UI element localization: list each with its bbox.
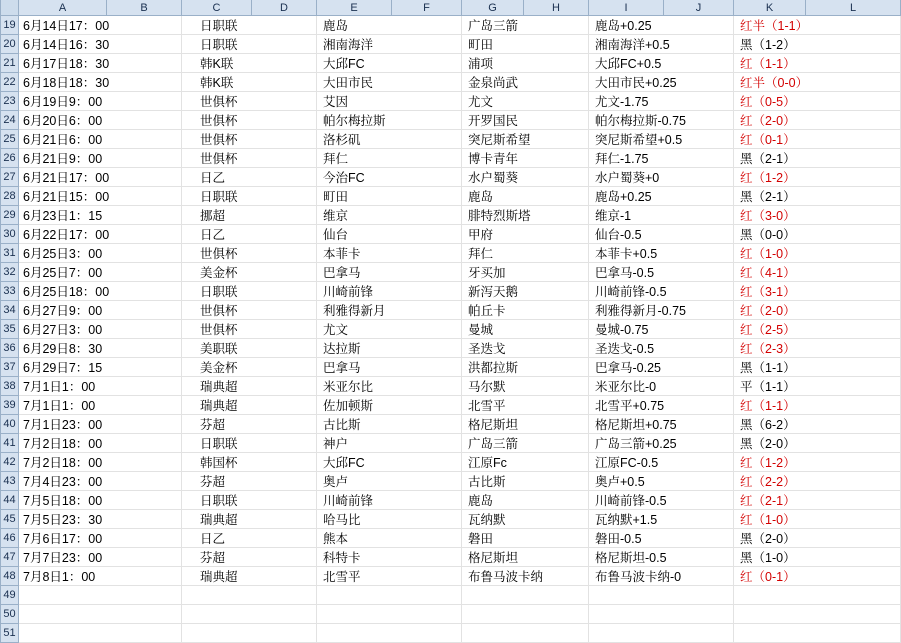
- cell-handicap-pick[interactable]: 江原FC-0.5: [589, 453, 734, 472]
- cell-league[interactable]: 美职联: [182, 339, 317, 358]
- cell-away-team[interactable]: 圣迭戈: [462, 339, 589, 358]
- cell-home-team[interactable]: 川崎前锋: [317, 282, 462, 301]
- cell-result[interactable]: 平（1-1）: [734, 377, 901, 396]
- column-header-k[interactable]: K: [734, 0, 806, 16]
- cell-league[interactable]: 芬超: [182, 415, 317, 434]
- cell-handicap-pick[interactable]: 巴拿马-0.25: [589, 358, 734, 377]
- cell-home-team[interactable]: 川崎前锋: [317, 491, 462, 510]
- cell-league[interactable]: 日职联: [182, 282, 317, 301]
- column-header-b[interactable]: B: [107, 0, 182, 16]
- row-header[interactable]: 37: [1, 358, 19, 377]
- cell-handicap-pick[interactable]: 湘南海洋+0.5: [589, 35, 734, 54]
- cell-away-team[interactable]: 新泻天鹅: [462, 282, 589, 301]
- cell-result[interactable]: 红（2-2）: [734, 472, 901, 491]
- cell-handicap-pick[interactable]: 仙台-0.5: [589, 225, 734, 244]
- cell-away-team[interactable]: 鹿岛: [462, 491, 589, 510]
- cell-home-team[interactable]: 熊本: [317, 529, 462, 548]
- column-header-f[interactable]: F: [392, 0, 462, 16]
- cell-home-team[interactable]: 米亚尔比: [317, 377, 462, 396]
- cell-away-team[interactable]: 马尔默: [462, 377, 589, 396]
- cell-result[interactable]: [734, 605, 901, 624]
- cell-match-time[interactable]: 6月20日6：00: [19, 111, 182, 130]
- cell-away-team[interactable]: 腓特烈斯塔: [462, 206, 589, 225]
- cell-result[interactable]: 红（1-1）: [734, 396, 901, 415]
- table-row[interactable]: [1, 396, 901, 415]
- table-row[interactable]: [1, 358, 901, 377]
- row-header[interactable]: 45: [1, 510, 19, 529]
- cell-home-team[interactable]: 本菲卡: [317, 244, 462, 263]
- cell-home-team[interactable]: 湘南海洋: [317, 35, 462, 54]
- column-header-l[interactable]: L: [806, 0, 901, 16]
- cell-handicap-pick[interactable]: 川崎前锋-0.5: [589, 491, 734, 510]
- cell-match-time[interactable]: 6月29日7：15: [19, 358, 182, 377]
- cell-result[interactable]: 红（3-1）: [734, 282, 901, 301]
- cell-match-time[interactable]: 6月25日7：00: [19, 263, 182, 282]
- cell-match-time[interactable]: [19, 624, 182, 643]
- cell-league[interactable]: [182, 605, 317, 624]
- row-header[interactable]: 33: [1, 282, 19, 301]
- cell-away-team[interactable]: 尤文: [462, 92, 589, 111]
- table-row[interactable]: [1, 453, 901, 472]
- cell-league[interactable]: 日职联: [182, 434, 317, 453]
- cell-league[interactable]: 日乙: [182, 225, 317, 244]
- cell-league[interactable]: 日职联: [182, 35, 317, 54]
- cell-handicap-pick[interactable]: 拜仁-1.75: [589, 149, 734, 168]
- cell-handicap-pick[interactable]: 川崎前锋-0.5: [589, 282, 734, 301]
- row-header[interactable]: 28: [1, 187, 19, 206]
- cell-league[interactable]: 世俱杯: [182, 301, 317, 320]
- table-row[interactable]: [1, 491, 901, 510]
- cell-league[interactable]: 瑞典超: [182, 396, 317, 415]
- column-header-row[interactable]: [1, 0, 901, 16]
- cell-league[interactable]: 世俱杯: [182, 92, 317, 111]
- row-header[interactable]: 32: [1, 263, 19, 282]
- table-row[interactable]: [1, 472, 901, 491]
- cell-league[interactable]: [182, 586, 317, 605]
- cell-handicap-pick[interactable]: 广岛三箭+0.25: [589, 434, 734, 453]
- table-row[interactable]: [1, 130, 901, 149]
- cell-home-team[interactable]: 拜仁: [317, 149, 462, 168]
- cell-league[interactable]: 日乙: [182, 168, 317, 187]
- cell-away-team[interactable]: [462, 586, 589, 605]
- cell-match-time[interactable]: 6月18日18：30: [19, 73, 182, 92]
- row-header[interactable]: 34: [1, 301, 19, 320]
- row-header[interactable]: 20: [1, 35, 19, 54]
- cell-league[interactable]: 美金杯: [182, 263, 317, 282]
- cell-handicap-pick[interactable]: 维京-1: [589, 206, 734, 225]
- cell-handicap-pick[interactable]: 曼城-0.75: [589, 320, 734, 339]
- cell-home-team[interactable]: 鹿岛: [317, 16, 462, 35]
- table-row[interactable]: [1, 225, 901, 244]
- cell-home-team[interactable]: 艾因: [317, 92, 462, 111]
- row-header[interactable]: 43: [1, 472, 19, 491]
- cell-result[interactable]: 红（1-1）: [734, 54, 901, 73]
- cell-home-team[interactable]: 今治FC: [317, 168, 462, 187]
- cell-league[interactable]: 瑞典超: [182, 377, 317, 396]
- row-header[interactable]: 26: [1, 149, 19, 168]
- row-header[interactable]: 23: [1, 92, 19, 111]
- cell-result[interactable]: 黑（6-2）: [734, 415, 901, 434]
- row-header[interactable]: 49: [1, 586, 19, 605]
- table-row[interactable]: [1, 434, 901, 453]
- cell-match-time[interactable]: 7月1日23：00: [19, 415, 182, 434]
- cell-league[interactable]: 世俱杯: [182, 244, 317, 263]
- cell-handicap-pick[interactable]: [589, 624, 734, 643]
- table-row[interactable]: [1, 168, 901, 187]
- row-header[interactable]: 51: [1, 624, 19, 643]
- cell-match-time[interactable]: 7月2日18：00: [19, 453, 182, 472]
- cell-match-time[interactable]: 6月21日17：00: [19, 168, 182, 187]
- column-header-e[interactable]: E: [317, 0, 392, 16]
- row-header[interactable]: 31: [1, 244, 19, 263]
- cell-handicap-pick[interactable]: 帕尔梅拉斯-0.75: [589, 111, 734, 130]
- cell-away-team[interactable]: 瓦纳默: [462, 510, 589, 529]
- cell-league[interactable]: 瑞典超: [182, 567, 317, 586]
- row-header[interactable]: 48: [1, 567, 19, 586]
- cell-handicap-pick[interactable]: 布鲁马波卡纳-0: [589, 567, 734, 586]
- cell-match-time[interactable]: 7月6日17：00: [19, 529, 182, 548]
- table-row[interactable]: [1, 111, 901, 130]
- row-header[interactable]: 38: [1, 377, 19, 396]
- cell-league[interactable]: 挪超: [182, 206, 317, 225]
- cell-home-team[interactable]: 尤文: [317, 320, 462, 339]
- cell-match-time[interactable]: 6月14日17：00: [19, 16, 182, 35]
- cell-away-team[interactable]: 浦项: [462, 54, 589, 73]
- table-row[interactable]: [1, 339, 901, 358]
- cell-result[interactable]: 红（1-0）: [734, 510, 901, 529]
- table-row[interactable]: [1, 567, 901, 586]
- cell-league[interactable]: 芬超: [182, 548, 317, 567]
- cell-handicap-pick[interactable]: 大邱FC+0.5: [589, 54, 734, 73]
- cell-away-team[interactable]: 町田: [462, 35, 589, 54]
- cell-match-time[interactable]: 6月21日9：00: [19, 149, 182, 168]
- cell-home-team[interactable]: 哈马比: [317, 510, 462, 529]
- spreadsheet-body[interactable]: [1, 16, 901, 643]
- select-all-corner[interactable]: [1, 0, 19, 16]
- cell-match-time[interactable]: 6月25日3：00: [19, 244, 182, 263]
- cell-away-team[interactable]: [462, 624, 589, 643]
- cell-match-time[interactable]: 7月1日1：00: [19, 396, 182, 415]
- cell-away-team[interactable]: 金泉尚武: [462, 73, 589, 92]
- cell-league[interactable]: 日乙: [182, 529, 317, 548]
- column-header-a[interactable]: A: [19, 0, 107, 16]
- cell-home-team[interactable]: 维京: [317, 206, 462, 225]
- cell-match-time[interactable]: 7月5日18：00: [19, 491, 182, 510]
- cell-result[interactable]: 红（2-3）: [734, 339, 901, 358]
- cell-home-team[interactable]: 达拉斯: [317, 339, 462, 358]
- cell-result[interactable]: 红（4-1）: [734, 263, 901, 282]
- table-row[interactable]: [1, 282, 901, 301]
- row-header[interactable]: 30: [1, 225, 19, 244]
- cell-handicap-pick[interactable]: 巴拿马-0.5: [589, 263, 734, 282]
- row-header[interactable]: 42: [1, 453, 19, 472]
- cell-result[interactable]: 红（2-5）: [734, 320, 901, 339]
- row-header[interactable]: 41: [1, 434, 19, 453]
- cell-handicap-pick[interactable]: 北雪平+0.75: [589, 396, 734, 415]
- cell-home-team[interactable]: 大邱FC: [317, 54, 462, 73]
- column-header-h[interactable]: H: [524, 0, 589, 16]
- cell-match-time[interactable]: 7月7日23：00: [19, 548, 182, 567]
- cell-league[interactable]: 日职联: [182, 491, 317, 510]
- row-header[interactable]: 21: [1, 54, 19, 73]
- column-header-d[interactable]: D: [252, 0, 317, 16]
- cell-match-time[interactable]: 6月14日16：30: [19, 35, 182, 54]
- table-row[interactable]: [1, 73, 901, 92]
- cell-match-time[interactable]: 6月17日18：30: [19, 54, 182, 73]
- row-header[interactable]: 46: [1, 529, 19, 548]
- cell-result[interactable]: 黑（2-1）: [734, 149, 901, 168]
- cell-match-time[interactable]: 6月19日9：00: [19, 92, 182, 111]
- table-row[interactable]: [1, 320, 901, 339]
- table-row[interactable]: [1, 244, 901, 263]
- cell-league[interactable]: 韩国杯: [182, 453, 317, 472]
- table-row[interactable]: [1, 586, 901, 605]
- cell-away-team[interactable]: 鹿岛: [462, 187, 589, 206]
- table-row[interactable]: [1, 16, 901, 35]
- cell-match-time[interactable]: [19, 586, 182, 605]
- cell-away-team[interactable]: 开罗国民: [462, 111, 589, 130]
- row-header[interactable]: 47: [1, 548, 19, 567]
- cell-home-team[interactable]: [317, 624, 462, 643]
- row-header[interactable]: 25: [1, 130, 19, 149]
- cell-result[interactable]: 红（2-1）: [734, 491, 901, 510]
- cell-match-time[interactable]: 6月21日6：00: [19, 130, 182, 149]
- cell-result[interactable]: 红（2-0）: [734, 111, 901, 130]
- cell-handicap-pick[interactable]: 奥卢+0.5: [589, 472, 734, 491]
- cell-result[interactable]: 红（1-2）: [734, 168, 901, 187]
- cell-handicap-pick[interactable]: 米亚尔比-0: [589, 377, 734, 396]
- table-row[interactable]: [1, 548, 901, 567]
- table-row[interactable]: [1, 529, 901, 548]
- cell-match-time[interactable]: 7月2日18：00: [19, 434, 182, 453]
- cell-match-time[interactable]: 7月8日1：00: [19, 567, 182, 586]
- table-row[interactable]: [1, 301, 901, 320]
- cell-league[interactable]: 世俱杯: [182, 149, 317, 168]
- row-header[interactable]: 29: [1, 206, 19, 225]
- cell-home-team[interactable]: 科特卡: [317, 548, 462, 567]
- cell-match-time[interactable]: 6月22日17：00: [19, 225, 182, 244]
- cell-match-time[interactable]: 6月21日15：00: [19, 187, 182, 206]
- cell-league[interactable]: 日职联: [182, 16, 317, 35]
- cell-home-team[interactable]: 大田市民: [317, 73, 462, 92]
- row-header[interactable]: 27: [1, 168, 19, 187]
- cell-away-team[interactable]: 曼城: [462, 320, 589, 339]
- cell-away-team[interactable]: 广岛三箭: [462, 16, 589, 35]
- cell-home-team[interactable]: 利雅得新月: [317, 301, 462, 320]
- table-row[interactable]: [1, 149, 901, 168]
- cell-away-team[interactable]: 洪都拉斯: [462, 358, 589, 377]
- table-row[interactable]: [1, 624, 901, 643]
- row-header[interactable]: 39: [1, 396, 19, 415]
- table-row[interactable]: [1, 206, 901, 225]
- cell-away-team[interactable]: 拜仁: [462, 244, 589, 263]
- cell-match-time[interactable]: 6月27日9：00: [19, 301, 182, 320]
- cell-match-time[interactable]: 7月5日23：30: [19, 510, 182, 529]
- cell-away-team[interactable]: [462, 605, 589, 624]
- cell-result[interactable]: 红半（0-0）: [734, 73, 901, 92]
- cell-result[interactable]: 黑（2-0）: [734, 529, 901, 548]
- cell-league[interactable]: 美金杯: [182, 358, 317, 377]
- cell-league[interactable]: 瑞典超: [182, 510, 317, 529]
- cell-result[interactable]: 红（0-1）: [734, 567, 901, 586]
- cell-home-team[interactable]: 仙台: [317, 225, 462, 244]
- cell-home-team[interactable]: 大邱FC: [317, 453, 462, 472]
- row-header[interactable]: 22: [1, 73, 19, 92]
- cell-handicap-pick[interactable]: 本菲卡+0.5: [589, 244, 734, 263]
- column-header-c[interactable]: C: [182, 0, 252, 16]
- row-header[interactable]: 35: [1, 320, 19, 339]
- cell-home-team[interactable]: 神户: [317, 434, 462, 453]
- cell-league[interactable]: 韩K联: [182, 73, 317, 92]
- cell-home-team[interactable]: [317, 586, 462, 605]
- table-row[interactable]: [1, 510, 901, 529]
- cell-away-team[interactable]: 北雪平: [462, 396, 589, 415]
- cell-away-team[interactable]: 江原Fc: [462, 453, 589, 472]
- cell-away-team[interactable]: 广岛三箭: [462, 434, 589, 453]
- cell-away-team[interactable]: 磐田: [462, 529, 589, 548]
- cell-handicap-pick[interactable]: 格尼斯坦-0.5: [589, 548, 734, 567]
- cell-result[interactable]: 红（0-5）: [734, 92, 901, 111]
- cell-handicap-pick[interactable]: 鹿岛+0.25: [589, 16, 734, 35]
- cell-league[interactable]: 韩K联: [182, 54, 317, 73]
- cell-match-time[interactable]: 7月4日23：00: [19, 472, 182, 491]
- cell-away-team[interactable]: 格尼斯坦: [462, 415, 589, 434]
- row-header[interactable]: 19: [1, 16, 19, 35]
- cell-home-team[interactable]: 佐加顿斯: [317, 396, 462, 415]
- cell-away-team[interactable]: 水户蜀葵: [462, 168, 589, 187]
- cell-result[interactable]: 红（1-0）: [734, 244, 901, 263]
- cell-handicap-pick[interactable]: 水户蜀葵+0: [589, 168, 734, 187]
- cell-result[interactable]: 黑（2-0）: [734, 434, 901, 453]
- cell-league[interactable]: 世俱杯: [182, 111, 317, 130]
- cell-home-team[interactable]: [317, 605, 462, 624]
- cell-away-team[interactable]: 古比斯: [462, 472, 589, 491]
- cell-result[interactable]: 红（2-0）: [734, 301, 901, 320]
- table-row[interactable]: [1, 92, 901, 111]
- cell-result[interactable]: 黑（1-0）: [734, 548, 901, 567]
- cell-handicap-pick[interactable]: 圣迭戈-0.5: [589, 339, 734, 358]
- table-row[interactable]: [1, 54, 901, 73]
- cell-result[interactable]: [734, 586, 901, 605]
- cell-result[interactable]: [734, 624, 901, 643]
- cell-handicap-pick[interactable]: 格尼斯坦+0.75: [589, 415, 734, 434]
- cell-result[interactable]: 黑（2-1）: [734, 187, 901, 206]
- cell-handicap-pick[interactable]: 瓦纳默+1.5: [589, 510, 734, 529]
- cell-result[interactable]: 红（1-2）: [734, 453, 901, 472]
- table-row[interactable]: [1, 35, 901, 54]
- cell-home-team[interactable]: 帕尔梅拉斯: [317, 111, 462, 130]
- cell-league[interactable]: 世俱杯: [182, 130, 317, 149]
- cell-home-team[interactable]: 古比斯: [317, 415, 462, 434]
- cell-handicap-pick[interactable]: 磐田-0.5: [589, 529, 734, 548]
- cell-handicap-pick[interactable]: 利雅得新月-0.75: [589, 301, 734, 320]
- cell-result[interactable]: 黑（1-1）: [734, 358, 901, 377]
- cell-result[interactable]: 红半（1-1）: [734, 16, 901, 35]
- cell-away-team[interactable]: 格尼斯坦: [462, 548, 589, 567]
- row-header[interactable]: 40: [1, 415, 19, 434]
- table-row[interactable]: [1, 187, 901, 206]
- cell-match-time[interactable]: 7月1日1：00: [19, 377, 182, 396]
- cell-away-team[interactable]: 布鲁马波卡纳: [462, 567, 589, 586]
- row-header[interactable]: 50: [1, 605, 19, 624]
- cell-match-time[interactable]: 6月27日3：00: [19, 320, 182, 339]
- cell-match-time[interactable]: 6月25日18：00: [19, 282, 182, 301]
- cell-handicap-pick[interactable]: 鹿岛+0.25: [589, 187, 734, 206]
- row-header[interactable]: 44: [1, 491, 19, 510]
- column-header-g[interactable]: G: [462, 0, 524, 16]
- cell-home-team[interactable]: 巴拿马: [317, 263, 462, 282]
- cell-handicap-pick[interactable]: [589, 586, 734, 605]
- table-row[interactable]: [1, 377, 901, 396]
- row-header[interactable]: 24: [1, 111, 19, 130]
- cell-result[interactable]: 红（0-1）: [734, 130, 901, 149]
- cell-league[interactable]: 芬超: [182, 472, 317, 491]
- cell-away-team[interactable]: 突尼斯希望: [462, 130, 589, 149]
- cell-away-team[interactable]: 帕丘卡: [462, 301, 589, 320]
- cell-match-time[interactable]: 6月29日8：30: [19, 339, 182, 358]
- cell-home-team[interactable]: 北雪平: [317, 567, 462, 586]
- cell-league[interactable]: [182, 624, 317, 643]
- cell-league[interactable]: 日职联: [182, 187, 317, 206]
- cell-home-team[interactable]: 奥卢: [317, 472, 462, 491]
- cell-result[interactable]: 黑（0-0）: [734, 225, 901, 244]
- cell-handicap-pick[interactable]: 大田市民+0.25: [589, 73, 734, 92]
- cell-away-team[interactable]: 甲府: [462, 225, 589, 244]
- cell-away-team[interactable]: 博卡青年: [462, 149, 589, 168]
- column-header-j[interactable]: J: [664, 0, 734, 16]
- cell-home-team[interactable]: 巴拿马: [317, 358, 462, 377]
- row-header[interactable]: 36: [1, 339, 19, 358]
- cell-result[interactable]: 黑（1-2）: [734, 35, 901, 54]
- table-row[interactable]: [1, 605, 901, 624]
- cell-home-team[interactable]: 洛杉矶: [317, 130, 462, 149]
- cell-handicap-pick[interactable]: 尤文-1.75: [589, 92, 734, 111]
- cell-handicap-pick[interactable]: [589, 605, 734, 624]
- cell-league[interactable]: 世俱杯: [182, 320, 317, 339]
- cell-handicap-pick[interactable]: 突尼斯希望+0.5: [589, 130, 734, 149]
- column-header-i[interactable]: I: [589, 0, 664, 16]
- table-row[interactable]: [1, 415, 901, 434]
- cell-away-team[interactable]: 牙买加: [462, 263, 589, 282]
- cell-home-team[interactable]: 町田: [317, 187, 462, 206]
- cell-result[interactable]: 红（3-0）: [734, 206, 901, 225]
- cell-match-time[interactable]: [19, 605, 182, 624]
- table-row[interactable]: [1, 263, 901, 282]
- cell-match-time[interactable]: 6月23日1：15: [19, 206, 182, 225]
